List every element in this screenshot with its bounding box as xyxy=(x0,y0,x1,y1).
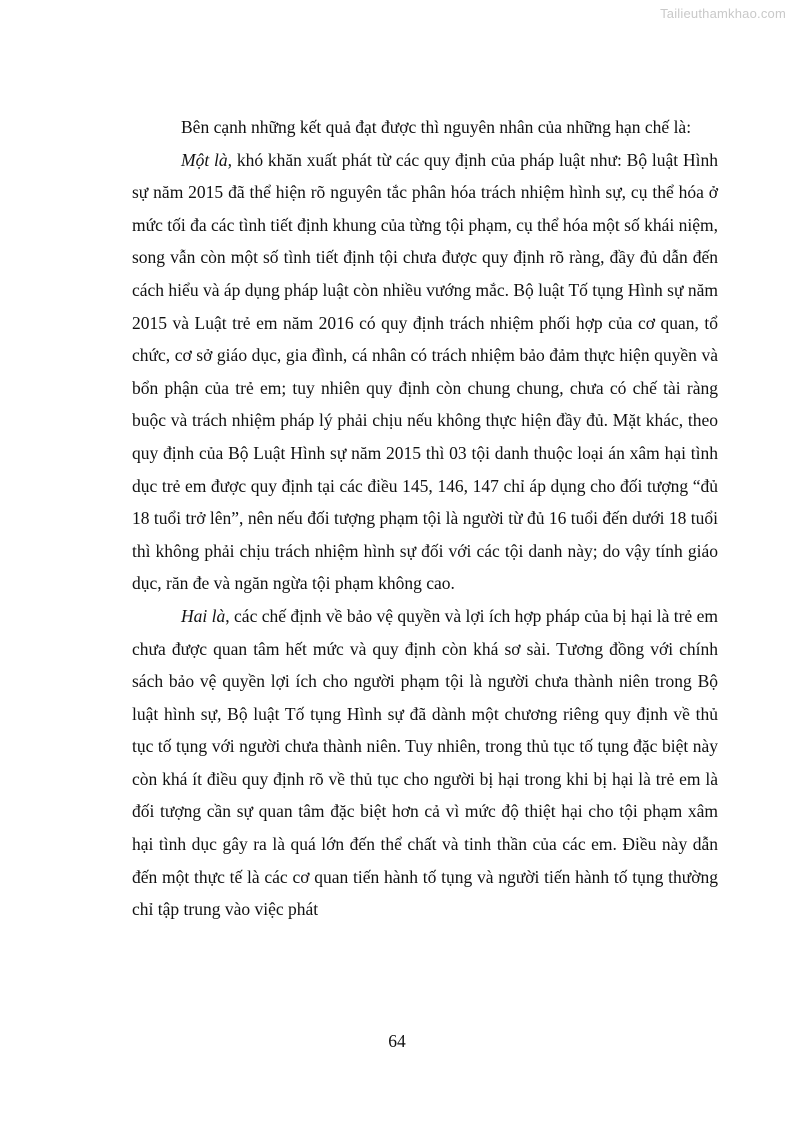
watermark-text: Tailieuthamkhao.com xyxy=(660,6,786,21)
document-body xyxy=(132,111,718,926)
page-number: 64 xyxy=(388,1031,406,1051)
paragraph-mot-la-lead: Một là, xyxy=(181,149,233,170)
paragraph-intro xyxy=(132,111,718,144)
paragraph-hai-la-text: , các chế định về bảo vệ quyền và lợi ích hợp pháp của bị hại là trẻ em chưa được quan tâm hết mức và quy định còn khá sơ sài. Tương đồng với chính sách bảo vệ quyền lợi ích cho người phạm tội là người chưa thành niên trong Bộ luật hình sự, Bộ luật Tố tụng Hình sự đã dành một chương riêng quy định về thủ tục tố tụng với người chưa thành niên. Tuy nhiên, trong thủ tục tố tụng đặc biệt này còn khá ít điều quy định rõ về thủ tục cho người bị hại trong khi bị hại là trẻ em là đối tượng cần sự quan tâm đặc biệt hơn cả vì mức độ thiệt hại cho tội phạm xâm hại tình dục gây ra là quá lớn đến thể chất và tinh thần của các em. Điều này dẫn đến một thực tế là các cơ quan tiến hành tố tụng và người tiến hành tố tụng thường chỉ tập trung vào việc phát xyxy=(132,605,718,920)
paragraph-hai-la-lead: Hai là xyxy=(181,605,226,626)
paragraph-mot-la xyxy=(132,144,718,600)
paragraph-mot-la-text: khó khăn xuất phát từ các quy định của pháp luật như: Bộ luật Hình sự năm 2015 đã thể hiện rõ nguyên tắc phân hóa trách nhiệm hình sự, cụ thể hóa ở mức tối đa các tình tiết định khung của từng tội phạm, cụ thể hóa một số khái niệm, song vẫn còn một số tình tiết định tội chưa được quy định rõ ràng, đầy đủ dẫn đến cách hiểu và áp dụng pháp luật còn nhiều vướng mắc. Bộ luật Tố tụng Hình sự năm 2015 và Luật trẻ em năm 2016 có quy định trách nhiệm phối hợp của cơ quan, tổ chức, cơ sở giáo dục, gia đình, cá nhân có trách nhiệm bảo đảm thực hiện quyền và bổn phận của trẻ em; tuy nhiên quy định còn chung chung, chưa có chế tài ràng buộc và trách nhiệm pháp lý phải chịu nếu không thực hiện đầy đủ. Mặt khác, theo quy định của Bộ Luật Hình sự năm 2015 thì 03 tội danh thuộc loại án xâm hại tình dục trẻ em được quy định tại các điều 145, 146, 147 chỉ áp dụng cho đối tượng “đủ 18 tuổi trở lên”, nên nếu đối tượng phạm tội là người từ đủ 16 tuổi đến dưới 18 tuổi thì không phải chịu trách nhiệm hình sự đối với các tội danh này; do vậy tính giáo dục, răn đe và ngăn ngừa tội phạm không cao. xyxy=(132,149,718,594)
paragraph-intro-text: Bên cạnh những kết quả đạt được thì nguyên nhân của những hạn chế là: xyxy=(181,117,692,137)
paragraph-hai-la xyxy=(132,600,718,926)
